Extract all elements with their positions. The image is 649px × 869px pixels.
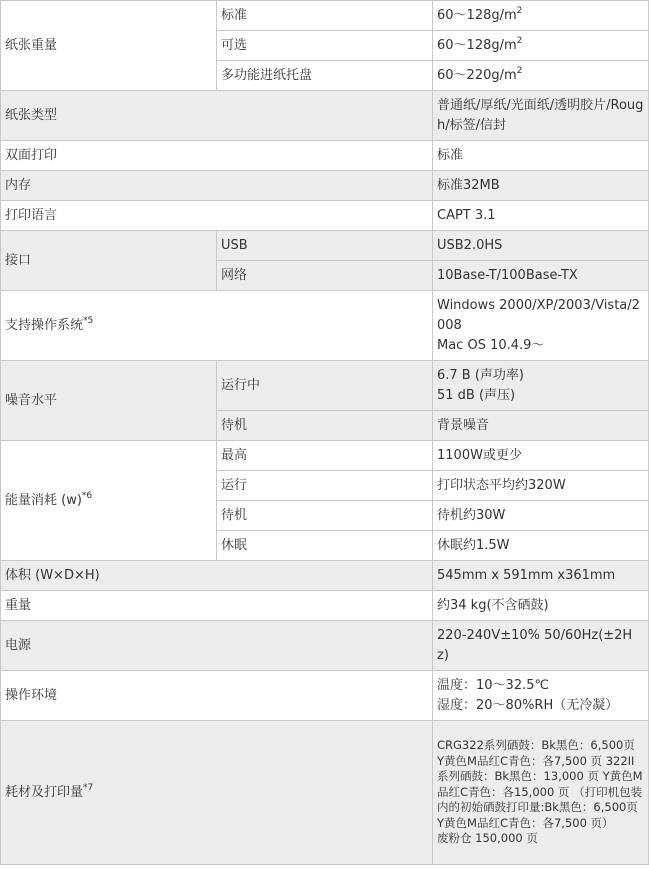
duplex-value: 标准 <box>433 141 649 171</box>
environment-label: 操作环境 <box>1 671 433 721</box>
environment-value: 温度：10～32.5℃ 湿度：20～80%RH（无冷凝） <box>433 671 649 721</box>
power-consumption-sub-sleep: 休眠 <box>217 531 433 561</box>
weight-value: 约34 kg(不含硒鼓) <box>433 591 649 621</box>
dimensions-label: 体积 (W×D×H) <box>1 561 433 591</box>
table-row <box>1 561 649 591</box>
table-row <box>1 201 649 231</box>
table-row <box>1 721 649 865</box>
power-consumption-value-sleep: 休眠约1.5W <box>433 531 649 561</box>
interface-sub-usb: USB <box>217 231 433 261</box>
table-row <box>1 91 649 141</box>
power-consumption-sub-max: 最高 <box>217 441 433 471</box>
paper-weight-value-mp-tray: $60\sim 220g/m^2$ <box>433 61 649 91</box>
print-language-label: 打印语言 <box>1 201 433 231</box>
dimensions-value: 545mm x 591mm x361mm <box>433 561 649 591</box>
paper-weight-value-optional: $60\sim 128g/m^2$ <box>433 31 649 61</box>
table-row <box>1 441 649 471</box>
paper-weight-sub-standard: 标准 <box>217 1 433 31</box>
power-label: 电源 <box>1 621 433 671</box>
noise-label: 噪音水平 <box>1 361 217 441</box>
table-row <box>1 671 649 721</box>
duplex-label: 双面打印 <box>1 141 433 171</box>
paper-type-label: 纸张类型 <box>1 91 433 141</box>
noise-value-operating: 6.7 B (声功率) 51 dB (声压) <box>433 361 649 411</box>
memory-value: 标准32MB <box>433 171 649 201</box>
interface-value-usb: USB2.0HS <box>433 231 649 261</box>
power-value: 220-240V±10% 50/60Hz(±2Hz) <box>433 621 649 671</box>
power-consumption-value-standby: 待机约30W <box>433 501 649 531</box>
print-language-value: CAPT 3.1 <box>433 201 649 231</box>
table-row <box>1 1 649 31</box>
power-consumption-sub-standby: 待机 <box>217 501 433 531</box>
table-row <box>1 231 649 261</box>
table-row <box>1 291 649 361</box>
power-consumption-value-max: 1100W或更少 <box>433 441 649 471</box>
table-row <box>1 361 649 411</box>
paper-weight-sub-optional: 可选 <box>217 31 433 61</box>
weight-label: 重量 <box>1 591 433 621</box>
memory-label: 内存 <box>1 171 433 201</box>
table-row <box>1 171 649 201</box>
power-consumption-label: 能量消耗 $(w)^{*6}$ <box>1 441 217 561</box>
consumables-label: 耗材及打印量$^{*7}$ <box>1 721 433 865</box>
interface-value-network: 10Base-T/100Base-TX <box>433 261 649 291</box>
table-row <box>1 141 649 171</box>
paper-weight-label: 纸张重量 <box>1 1 217 91</box>
interface-label: 接口 <box>1 231 217 291</box>
power-consumption-value-operating: 打印状态平均约320W <box>433 471 649 501</box>
table-row <box>1 591 649 621</box>
interface-sub-network: 网络 <box>217 261 433 291</box>
consumables-value: CRG322系列硒鼓：Bk黑色：6,500页 Y黄色M品红C青色：各7,500 页 322II系列硒鼓：Bk黑色：13,000 页 Y黄色M品红C青色：各15,000 页 （打印机包装内的初始硒鼓打印量:Bk黑色：6,500页 Y黄色M品红C青色：各7,500 页） 废粉仓 150,000 页 <box>433 721 649 865</box>
noise-sub-standby: 待机 <box>217 411 433 441</box>
table-row <box>1 621 649 671</box>
paper-weight-value-standard: $60\sim 128g/m^2$ <box>433 1 649 31</box>
paper-type-value: 普通纸/厚纸/光面纸/透明胶片/Rough/标签/信封 <box>433 91 649 141</box>
noise-value-standby: 背景噪音 <box>433 411 649 441</box>
paper-weight-sub-mp-tray: 多功能进纸托盘 <box>217 61 433 91</box>
os-value: Windows 2000/XP/2003/Vista/2008 Mac OS 10.4.9～ <box>433 291 649 361</box>
noise-sub-operating: 运行中 <box>217 361 433 411</box>
power-consumption-sub-operating: 运行 <box>217 471 433 501</box>
os-label: 支持操作系统$^{*5}$ <box>1 291 433 361</box>
